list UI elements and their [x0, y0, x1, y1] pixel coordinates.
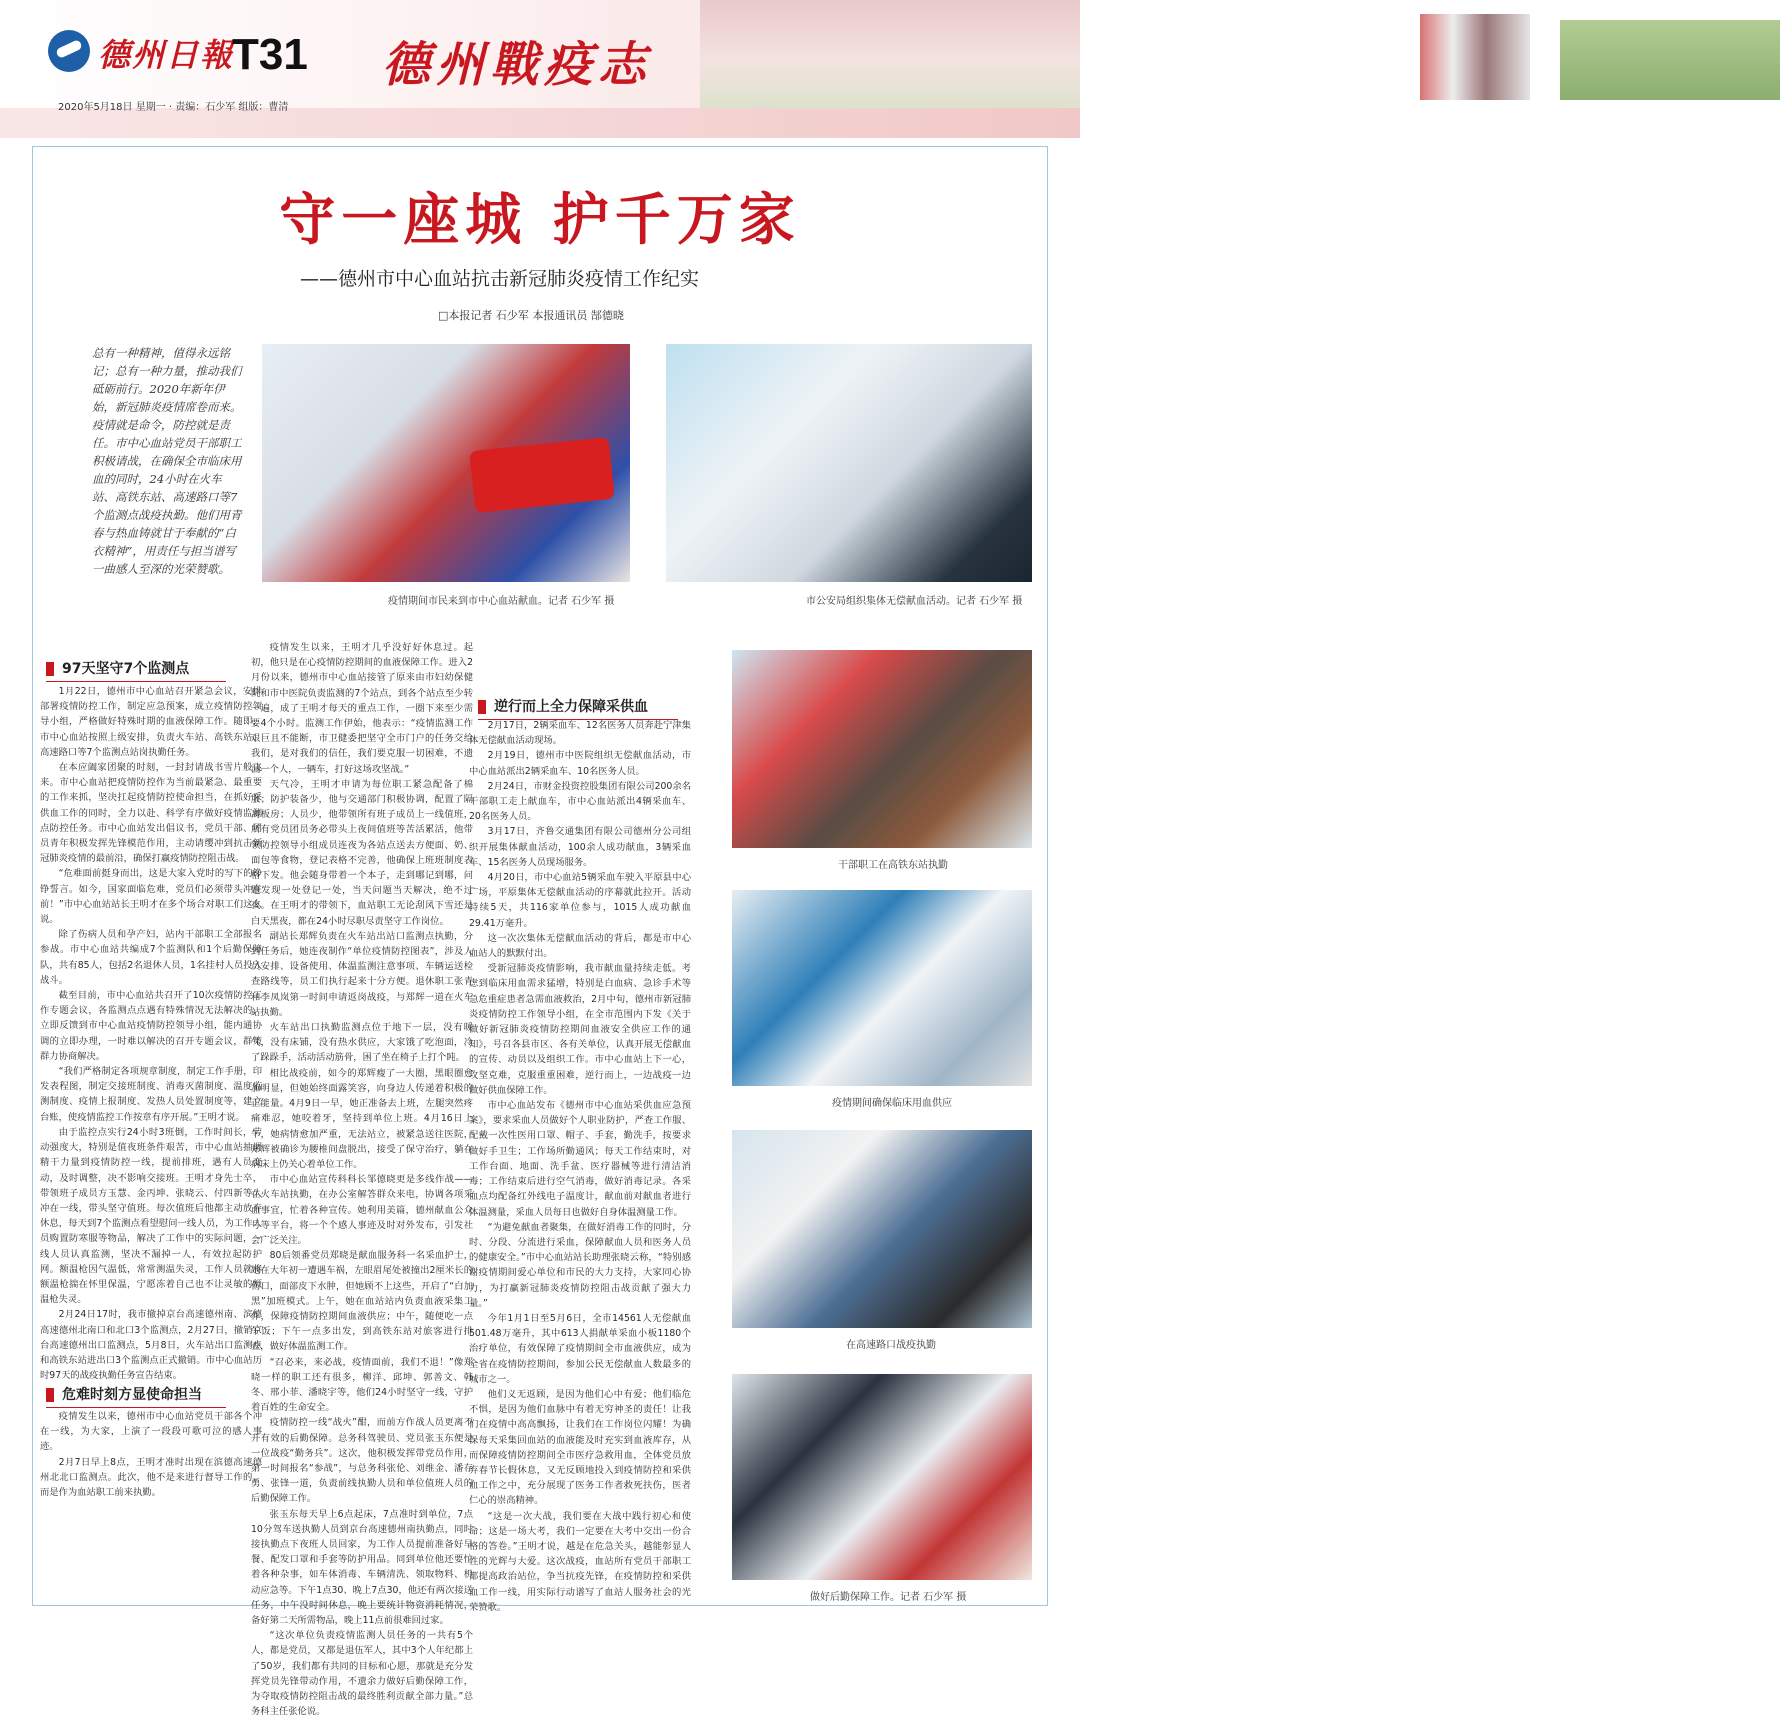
body-paragraph: 由于监控点实行24小时3班倒，工作时间长，劳动强度大，特别是值夜班条件艰苦，市中心血站抽调精干力量到疫情防控一线，提前排班，遇有人员变动，及时调整，决不影响交接班。王明才身先士卒，带领班子成员方玉慧、金丙坤、张晓云、付四新等人冲在一线，带头坚守值班。每次值班后他都主动放弃休息，每天到7个监测点看望慰问一线人员，为工作人员购置防寒服等物品，解决了工作中的实际问题，一线人员认真监测，坚决不漏掉一人，有效拉起防护网。额温枪因气温低，常常测温失灵，工作人员就将额温枪揣在怀里保温，宁愿冻着自己也不让灵敏的额温枪失灵。	[40, 1126, 262, 1306]
body-paragraph: 在本应阖家团聚的时刻，一封封请战书雪片般飞来。市中心血站把疫情防控作为当前最紧急、最重要的工作来抓，坚决扛起疫情防控使命担当，在抓好采供血工作的同时，全力以赴、科学有序做好疫情监测点防控任务。市中心血站发出倡议书，党员干部、团员青年积极发挥先锋模范作用，主动请缨冲到抗击新冠肺炎疫情的最前沿，确保打赢疫情防控阻击战。	[40, 762, 262, 865]
body-column	[40, 684, 262, 1382]
body-column	[469, 718, 691, 1613]
body-paragraph: “我们严格制定各项规章制度，制定工作手册，印发表程图，制定交接班制度、消毒灭菌制度、温度监测制度、疫情上报制度、发热人员处置制度等，建立台账，使疫情监控工作按章有序开展。”王明才说。	[40, 1066, 262, 1123]
body-paragraph: 2月19日，德州市中医院组织无偿献血活动，市中心血站派出2辆采血车、10名医务人员。	[469, 750, 691, 777]
body-paragraph: 4月20日，市中心血站5辆采血车驶入平原县中心广场，平原集体无偿献血活动的序幕就此拉开。活动持续5天，共116家单位参与，1015人成功献血29.41万毫升。	[469, 872, 691, 929]
section-heading: 危难时刻方显使命担当	[46, 1384, 226, 1408]
column-title: 德州戰疫志	[382, 37, 653, 93]
body-paragraph: 今年1月1日至5月6日，全市14561人无偿献血501.48万毫升，其中613人捐献单采血小板1180个治疗单位，有效保障了疫情期间全市血液供应，成为全省在疫情防控期间，参加公民无偿献血人数最多的城市之一。	[469, 1312, 691, 1385]
masthead: 德州日報	[98, 36, 235, 74]
body-paragraph: 疫情发生以来，王明才几乎没好好休息过。起初，他只是在心疫情防控期间的血液保障工作。进入2月份以来，德州市中心血站接管了原来由市妇幼保健院和市中医院负责监测的7个站点，到各个站点至少转一遍，成了王明才每天的重点工作，一圈下来至少需要4个小时。监测工作伊始，他表示：“疫情监测工作艰巨且不能断，市卫健委把坚守全市门户的任务交给我们，是对我们的信任，我们要克服一切困难，不遗漏一个人，一辆车，打好这场攻坚战。”	[251, 642, 473, 775]
body-paragraph: 受新冠肺炎疫情影响，我市献血量持续走低。考虑到临床用血需求猛增，特别是白血病、急诊手术等急危重症患者急需血液救治，2月中旬，德州市新冠肺炎疫情防控工作领导小组，在全市范围内下发《关于做好新冠肺炎疫情防控期间血液安全供应工作的通知》，号召各县市区、各有关单位，认真开展无偿献血的宣传、动员以及组织工作。市中心血站上下一心，攻坚克难，克服重重困难，逆行而上，一边战疫一边做好供血保障工作。	[469, 963, 691, 1096]
body-column	[251, 640, 473, 1718]
photo-caption: 市公安局组织集体无偿献血活动。记者 石少军 摄	[806, 596, 1023, 607]
body-paragraph: 除了伤病人员和孕产妇，站内干部职工全部报名参战。市中心血站共编成7个监测队和1个后勤保障队，共有85人，包括2名退休人员，1名挂村人员投入战斗。	[40, 929, 262, 986]
body-paragraph: “这次单位负责疫情监测人员任务的一共有5个人，都是党员，又都是退伍军人，其中3个人年纪都上了50岁，我们都有共同的目标和心愿，那就是充分发挥党员先锋带动作用，不遗余力做好后勤保障工作，为夺取疫情防控阻击战的最终胜利贡献全部力量。”总务科主任张伦说。	[251, 1630, 473, 1718]
body-paragraph: 他们义无返顾，是因为他们心中有爱；他们临危不惧，是因为他们血脉中有着无穷神圣的责任！让我们在疫情中高高飘扬，让我们在工作岗位闪耀！为确保每天采集回血站的血液能及时充实到血液库存，从而保障疫情防控期间全市医疗急救用血，全体党员放弃春节长假休息，又无反顾地投入到疫情防控和采供血工作之中，充分展现了医务工作者救死扶伤，医者仁心的崇高精神。	[469, 1388, 691, 1507]
photo-caption: 疫情期间市民来到市中心血站献血。记者 石少军 摄	[388, 596, 615, 607]
logistics-photo	[732, 1374, 1032, 1580]
slogan-sign	[469, 437, 615, 513]
body-paragraph: 疫情发生以来，德州市中心血站党员干部各个冲在一线，为大家，上演了一段段可歌可泣的感人事迹。	[40, 1411, 262, 1453]
body-paragraph: 市中心血站宣传科科长邹德晓更是多线作战——在火车站执勤，在办公室解答群众来电，协调各项采血事宜，忙着各种宣传。她利用美篇，德州献血公众号等平台，将一个个感人事迹及时对外发布，引发社会广泛关注。	[251, 1174, 473, 1246]
field-illustration	[1560, 20, 1780, 100]
photo-caption: 做好后勤保障工作。记者 石少军 摄	[810, 1592, 967, 1603]
body-paragraph: 2月7日早上8点，王明才准时出现在滨德高速德州北北口监测点。此次，他不是来进行督导工作的，而是作为血站职工前来执勤。	[40, 1456, 262, 1499]
body-paragraph: 火车站出口执勤监测点位于地下一层，没有暖气，没有床铺，没有热水供应，大家饿了吃泡面，冷了跺跺手，活动活动筋骨，困了坐在椅子上打个盹。	[251, 1022, 473, 1064]
photo-caption: 疫情期间确保临床用血供应	[832, 1098, 952, 1109]
body-paragraph: “危难面前挺身而出，这是大家入党时的写下的铮铮誓言。如今，国家面临危难，党员们必须带头冲在前！”市中心血站站长王明才在多个场合对职工们这么说。	[40, 868, 262, 926]
body-paragraph: “这是一次大战，我们要在大战中践行初心和使命；这是一场大考，我们一定要在大考中交出一份合格的答卷。”王明才说，越是在危急关头，越能彰显人性的光辉与大爱。这次战疫，血站所有党员干部职工都提高政治站位，争当抗疫先锋，在疫情防控和采供血工作一线，用实际行动谱写了血站人服务社会的光荣赞歌。	[469, 1510, 691, 1613]
body-paragraph: 2月17日，2辆采血车、12名医务人员奔赴宁津集体无偿献血活动现场。	[469, 720, 691, 747]
railway-checkpoint-photo	[732, 650, 1032, 848]
body-paragraph: 疫情防控一线“战火”酣，而前方作战人员更离不开有效的后勤保障。总务科驾驶员、党员张玉东便是一位战疫“勤务兵”。这次，他积极发挥带党员作用，第一时间报名“参战”，与总务科张伦、刘维金、潘存勇、张锋一道，负责前线执勤人员和单位值班人员的后勤保障工作。	[251, 1417, 473, 1505]
section-heading: 97天坚守7个监测点	[46, 658, 226, 682]
dateline: 2020年5月18日 星期一 · 责编：石少军 组版：曹清	[58, 102, 289, 113]
body-paragraph: 1月22日，德州市中心血站召开紧急会议，安排部署疫情防控工作，制定应急预案，成立疫情防控领导小组，严格做好特殊时期的血液保障工作。随即，市中心血站按照上级安排，负责火车站、高铁东站、高速路口等7个监测点站岗执勤任务。	[40, 686, 262, 758]
medical-workers-illustration	[1420, 14, 1530, 100]
body-paragraph: 相比战疫前，如今的郑辉瘦了一大圈，黑眼圈愈加明显，但她始终面露笑容，向身边人传递着积极的正能量。4月9日一早，她正准备去上班，左腿突然疼痛难忍，她咬着牙，坚持到单位上班。4月16日上午，她病情愈加严重，无法站立，被紧急送往医院，郑辉被确诊为腰椎间盘脱出，接受了保守治疗，躺在病床上仍关心着单位工作。	[251, 1067, 473, 1170]
body-paragraph: 这一次次集体无偿献血活动的背后，都是市中心血站人的默默付出。	[469, 932, 691, 960]
highway-checkpoint-photo	[732, 1130, 1032, 1328]
photo-caption: 干部职工在高铁东站执勤	[838, 860, 948, 871]
body-paragraph: 张玉东每天早上6点起床，7点准时到单位，7点10分驾车送执勤人员到京台高速德州南执勤点，同时接执勤点下夜班人员回家，为工作人员提前准备好早餐、配发口罩和手套等防护用品。同到单位他还要忙着各种杂事，如车体消毒、车辆清洗、领取物料、机动应急等。下午1点30、晚上7点30，他还有两次接送任务，中午没时间休息，晚上要统计物资消耗情况，备好第二天所需物品，晚上11点前很难回过家。	[251, 1508, 473, 1626]
article-subtitle: ——德州市中心血站抗击新冠肺炎疫情工作纪实	[300, 268, 700, 290]
body-paragraph: “召必来，来必战，疫情面前，我们不退！”像郑晓一样的职工还有很多，柳洋、邱坤、郭善文、韩冬、邢小菲、潘晓宇等，他们24小时坚守一线，守护着百姓的生命安全。	[251, 1356, 473, 1414]
section-heading: 逆行而上全力保障采供血	[478, 696, 678, 720]
body-column	[469, 628, 691, 670]
lab-photo	[732, 890, 1032, 1086]
body-paragraph: “为避免献血者聚集，在做好消毒工作的同时，分时、分段、分流进行采血，保障献血人员和医务人员的健康安全。”市中心血站站长助理张晓云称，“特别感谢疫情期间爱心单位和市民的大力支持，大家同心协力，为打赢新冠肺炎疫情防控阻击战贡献了强大力量。”	[469, 1221, 691, 1309]
article-lead: 总有一种精神，值得永远铭记；总有一种力量，推动我们砥砺前行。2020年新年伊始，新冠肺炎疫情席卷而来。疫情就是命令，防控就是责任。市中心血站党员干部职工积极请战，在确保全市临床用血的同时，24小时在火车站、高铁东站、高速路口等7个监测点战疫执勤。他们用青春与热血铸就甘于奉献的“白衣精神”，用责任与担当谱写一曲感人至深的光荣赞歌。	[92, 346, 242, 576]
body-paragraph: 副站长郑辉负责在火车站出站口监测点执勤，分到任务后，她连夜制作“单位疫情防控图表”，涉及人员安排、设备使用、体温监测注意事项、车辆运送检查路线等，员工们执行起来十分方便。退休职工张青和李凤岚第一时间申请返岗战疫，与郑辉一道在火车站执勤。	[251, 930, 473, 1018]
body-paragraph: 2月24日，市财金投资控股集团有限公司200余名干部职工走上献血车，市中心血站派出4辆采血车、20名医务人员。	[469, 780, 691, 823]
body-paragraph: 天气冷，王明才申请为每位职工紧急配备了棉服；防护装备少，他与交通部门积极协调，配置了隔离板房；人员少，他带领所有班子成员上一线值班，所有党员团员务必带头上夜间值班等苦活累活，他带领防控领导小组成员连夜为各站点送去方便面、奶、面包等食物，登记表格不完善，他确保上班班制度表格下发。他会随身带着一个本子，走到哪记到哪，问题发现一处登记一处，当天问题当天解决，绝不过夜。在王明才的带领下，血站职工无论刮风下雪还是白天黑夜，都在24小时尽职尽责坚守工作岗位。	[251, 778, 473, 927]
police-donation-photo	[666, 344, 1032, 582]
body-paragraph: 3月17日，齐鲁交通集团有限公司德州分公司组织开展集体献血活动，100余人成功献血，3辆采血车、15名医务人员现场服务。	[469, 826, 691, 868]
page-number: T31	[232, 30, 308, 79]
body-paragraph: 截至目前，市中心血站共召开了10次疫情防控工作专题会议，各监测点点遇有特殊情况无法解决的，立即反馈到市中心血站疫情防控领导小组，能内通协调的立即办理，一时难以解决的召开专题会议，群策群力协商解决。	[40, 990, 262, 1062]
newspaper-logo-icon	[48, 30, 90, 72]
photo-caption: 在高速路口战疫执勤	[846, 1340, 936, 1351]
body-paragraph: 80后领番党员郑晓是献血服务科一名采血护士，她在大年初一遭遇车祸，左眼眉尾处被撞出2厘米长的伤口，面部皮下水肿，但她顾不上这些，开启了“白加黑”加班模式。上午，她在血站站内负责血液采集工作，保障疫情防控期间血液供应；中午，随便吃一点午饭；下午一点多出发，到高铁东站对旅客进行排查，做好体温监测工作。	[251, 1250, 473, 1353]
article-byline: □本报记者 石少军 本报通讯员 郜德晓	[438, 309, 624, 322]
body-paragraph: 2月24日17时，我市撤掉京台高速德州南、滨德高速德州北南口和北口3个监测点，2月27日，撤销京台高速德州出口监测点，5月8日，火车站出口监测点和高铁东站进出口3个监测点正式撤销。市中心血站历时97天的战疫执勤任务宣告结束。	[40, 1309, 262, 1382]
body-paragraph: 市中心血站发布《德州市中心血站采供血应急预案》，要求采血人员做好个人职业防护，严查工作服、配戴一次性医用口罩、帽子、手套，勤洗手，按要求做好手卫生；工作场所勤通风；每天工作结束时，对工作台面、地面、洗手盆、医疗器械等进行清洁消毒；工作结束后进行空气消毒，做好消毒记录。各采血点均配备红外线电子温度计，献血前对献血者进行体温测量，采血人员每日也做好自身体温测量工作。	[469, 1100, 691, 1218]
donor-photo	[262, 344, 630, 582]
article-title: 守一座城 护千万家	[279, 188, 801, 253]
body-column	[40, 1409, 262, 1605]
